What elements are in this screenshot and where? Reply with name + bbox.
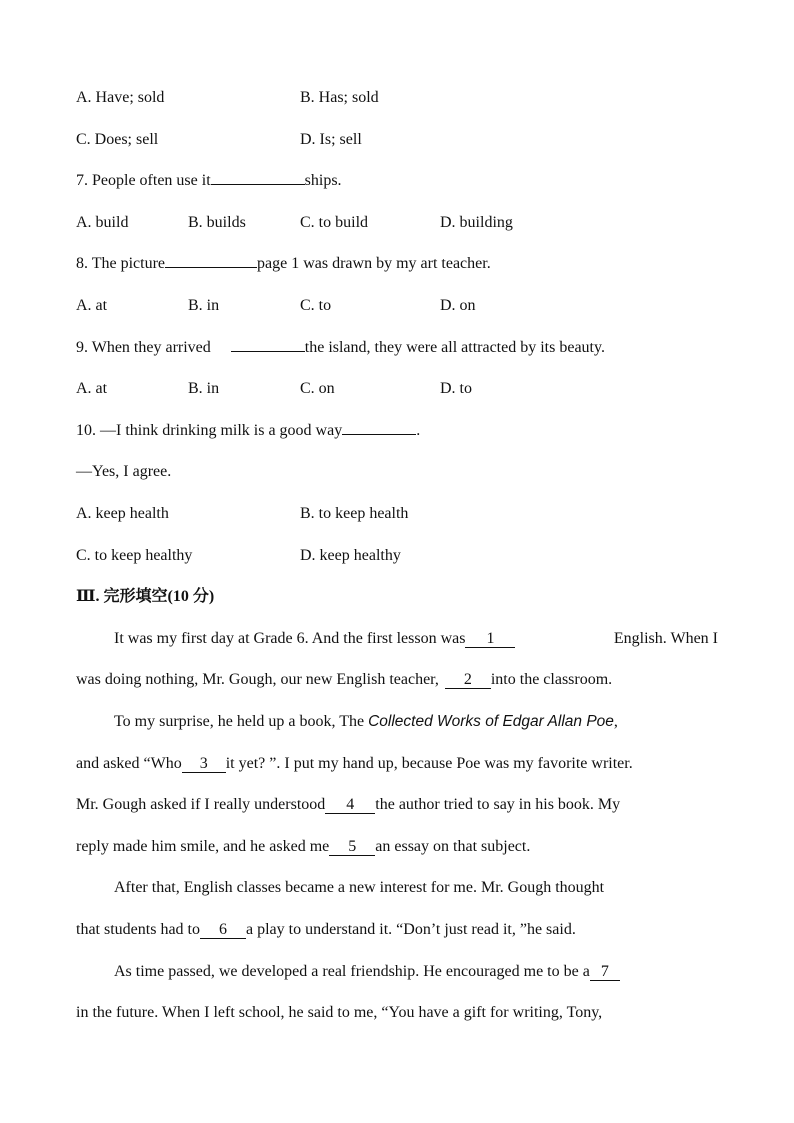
q8-stem-after: page 1 was drawn by my art teacher. [257, 255, 491, 272]
q6-option-d: D. Is; sell [300, 131, 362, 148]
q8-stem-before: 8. The picture [76, 255, 166, 272]
q8-option-a: A. at [76, 297, 108, 314]
passage-text: To my surprise, he held up a book, The [114, 713, 369, 730]
q10-stem-after: . [416, 422, 421, 439]
passage-text: and asked “Who [76, 755, 182, 772]
passage-text: Mr. Gough asked if I really understood [76, 796, 326, 813]
passage-line: in the future. When I left school, he said to me, “You have a gift for writing, Tony, [76, 1004, 603, 1021]
blank-7: 7 [590, 963, 620, 981]
q6-option-c: C. Does; sell [76, 131, 159, 148]
q6-option-b: B. Has; sold [300, 89, 379, 106]
q10-blank [342, 434, 416, 435]
q8-stem [76, 254, 491, 274]
q10-stem [76, 421, 420, 441]
book-title: Collected Works of Edgar Allan Poe [368, 713, 614, 730]
passage-line [114, 629, 718, 649]
q7-blank [211, 184, 305, 185]
q10-option-c: C. to keep healthy [76, 547, 193, 564]
passage-line [76, 920, 576, 940]
passage-text: a play to understand it. “Don’t just read it, ”he said. [245, 921, 576, 938]
q7-option-b: B. builds [188, 214, 246, 231]
q9-stem-after: the island, they were all attracted by its beauty. [304, 339, 605, 356]
blank-6: 6 [200, 921, 246, 939]
q9-option-a: A. at [76, 380, 108, 397]
q9-stem-before: 9. When they arrived [76, 339, 211, 356]
q8-option-b: B. in [188, 297, 220, 314]
passage-line [76, 795, 620, 815]
q10-option-d: D. keep healthy [300, 547, 401, 564]
passage-line: After that, English classes became a new interest for me. Mr. Gough thought [114, 879, 605, 896]
passage-text: was doing nothing, Mr. Gough, our new English teacher, [76, 671, 439, 688]
q9-stem [76, 338, 605, 358]
passage-line [76, 837, 530, 857]
section-heading: Ⅲ. 完形填空(10 分) [76, 588, 215, 605]
q7-option-d: D. building [440, 214, 513, 231]
passage-text: As time passed, we developed a real friendship. He encouraged me to be a [114, 963, 590, 980]
passage-line [114, 962, 620, 982]
blank-3: 3 [182, 755, 226, 773]
blank-2: 2 [445, 671, 491, 689]
blank-5: 5 [329, 838, 375, 856]
q10-reply: —Yes, I agree. [76, 463, 172, 480]
passage-text: into the classroom. [490, 671, 613, 688]
q7-stem-before: 7. People often use it [76, 172, 211, 189]
q8-option-d: D. on [440, 297, 476, 314]
passage-text: , [613, 713, 618, 730]
blank-1: 1 [465, 630, 515, 648]
passage-line [114, 712, 618, 732]
q9-option-d: D. to [440, 380, 472, 397]
q8-blank [165, 267, 257, 268]
passage-text: that students had to [76, 921, 200, 938]
passage-text: the author tried to say in his book. My [375, 796, 621, 813]
q10-stem-before: 10. —I think drinking milk is a good way [76, 422, 343, 439]
q9-option-c: C. on [300, 380, 335, 397]
q9-blank [231, 351, 305, 352]
passage-line [76, 670, 612, 690]
q7-stem [76, 171, 342, 191]
passage-text: an essay on that subject. [375, 838, 531, 855]
passage-text: it yet? ”. I put my hand up, because Poe was my favorite writer. [225, 755, 633, 772]
passage-text: It was my first day at Grade 6. And the first lesson was [114, 630, 466, 647]
q10-option-b: B. to keep health [300, 505, 409, 522]
q10-option-a: A. keep health [76, 505, 169, 522]
passage-text: reply made him smile, and he asked me [76, 838, 330, 855]
q9-option-b: B. in [188, 380, 220, 397]
blank-4: 4 [325, 796, 375, 814]
q6-option-a: A. Have; sold [76, 89, 165, 106]
passage-line [76, 754, 633, 774]
q7-option-a: A. build [76, 214, 129, 231]
q7-stem-after: ships. [304, 172, 342, 189]
q7-option-c: C. to build [300, 214, 369, 231]
passage-text: English. When I [613, 630, 718, 647]
q8-option-c: C. to [300, 297, 332, 314]
